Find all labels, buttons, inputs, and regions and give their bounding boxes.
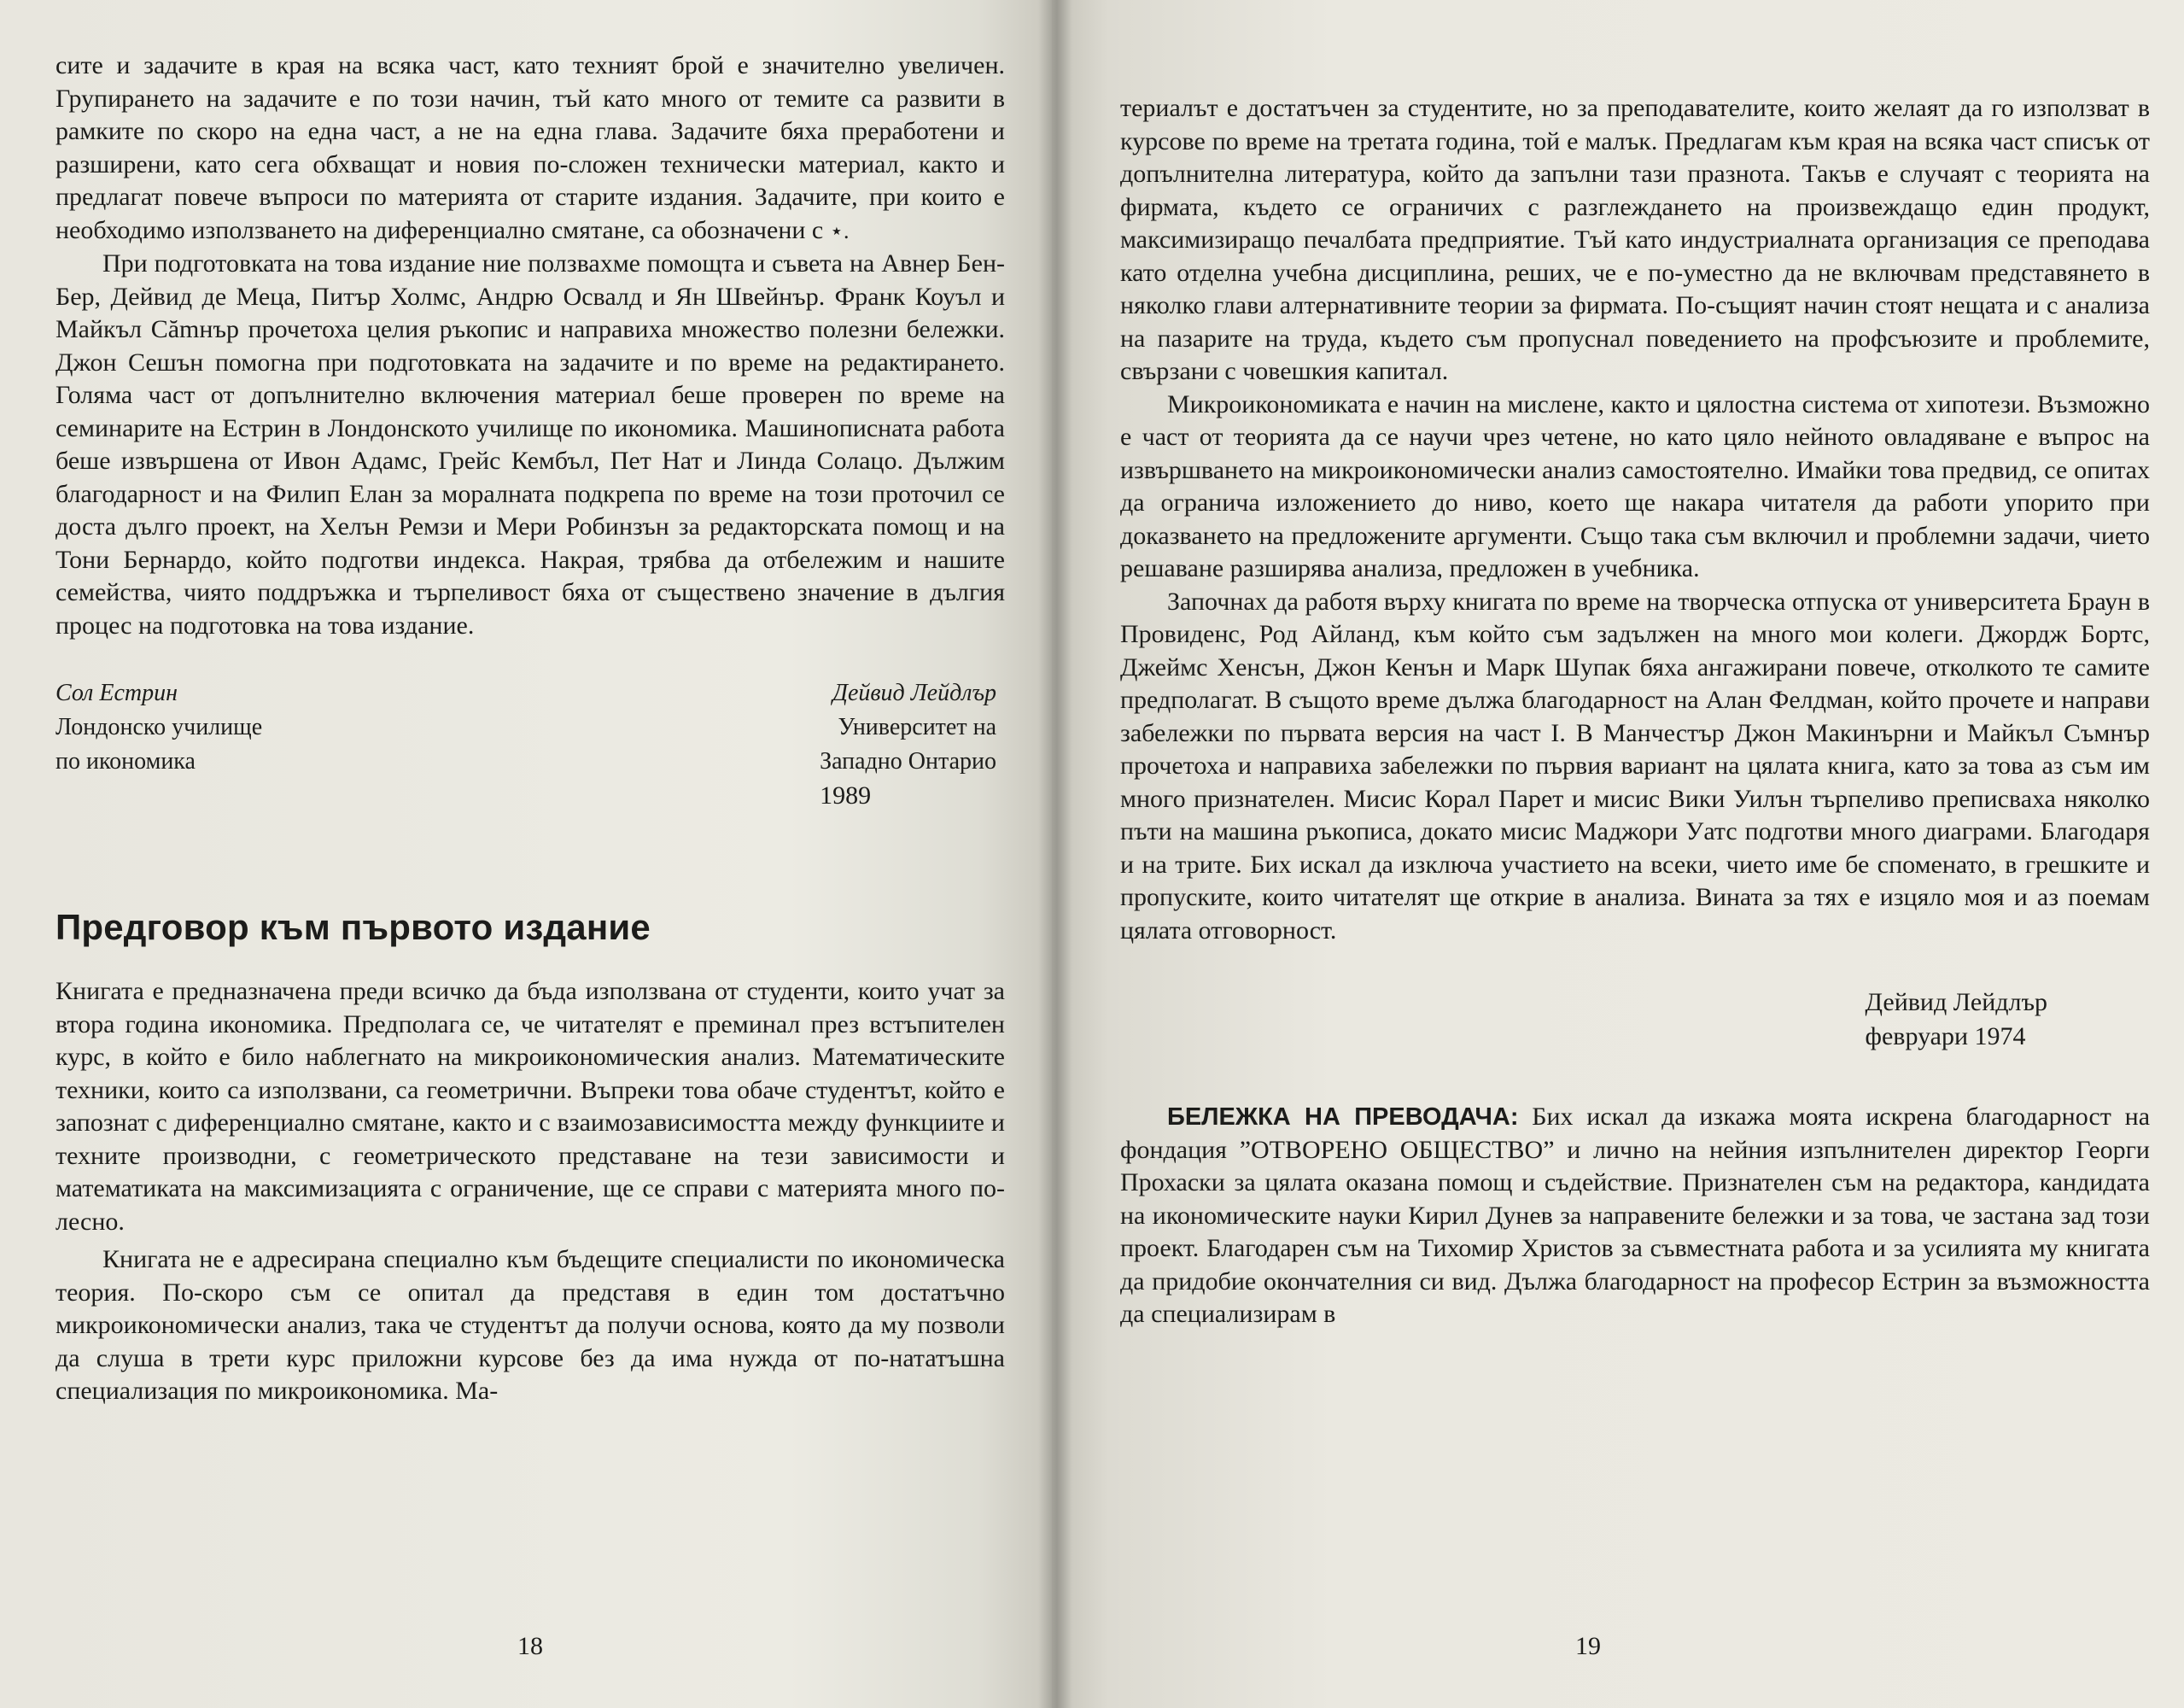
preface-paragraph: Книгата е предназначена преди всичко да бъда използвана от студенти, които учат за втора година икономика. Предполага се, че читателят е преминал през встъпителен курс, в който е било наблегнато на микроикономическия анализ. Математическите техники, които са използвани, са геометрични. Въпреки това обаче студентът, който е запознат с диференциално смятане, както и с взаимозависимостта между функциите и техните производни, с геометрическото представане на тези зависимости и математиката на максимизацията с ограничение, ще се справи с материята много по-лесно. — [55, 977, 1005, 1236]
translator-note-label: БЕЛЕЖКА НА ПРЕВОДАЧА: — [1167, 1103, 1519, 1131]
signature-affiliation-line: по икономика — [55, 748, 196, 775]
signature-name: Дейвид Лейдлър — [832, 680, 996, 706]
signature-name: Дейвид Лейдлър — [1865, 988, 2047, 1016]
left-page — [0, 0, 1052, 1708]
translator-note-text: Бих искал да изкажа моята искрена благодарност на фондация ”ОТВОРЕНО ОБЩЕСТВО” и лично на нейния изпълнителен директор Георги Прохаски за цялата оказана помощ и съдействие. Признателен съм на редактора, кандидата на икономическите науки Кирил Дунев за направените бележки и за това, че застана зад този проект. Благодарен съм на Тихомир Христов за съвместната работа и за усилията му книгата да придобие окончателния си вид. Дължа благодарност на професор Естрин за възможността да специализирам в — [1120, 1103, 2151, 1328]
paragraph-continuation: териалът е достатъчен за студентите, но за преподавателите, които желаят да го използват в курсове по време на третата година, той е малък. Предлагам към края на всяка част списък от допълнителна литература, който да запълни тази празнота. Такъв е случаят с теорията на фирмата, където се ограничих с разглеждането на произвеждащо един продукт, максимизиращо печалбата предприятие. Тъй като индустриалната организация се преподава като отделна учебна дисциплина, реших, че е по-уместно да не включвам представянето в няколко глави алтернативните теории за фирмата. По-същият начин стоят нещата и с анализа на пазарите на труда, където съм пропуснал поведението на профсъюзите и проблемите, свързани с човешкия капитал. — [1120, 94, 2150, 385]
star-icon: ⋆. — [829, 218, 850, 243]
preface-paragraph: Книгата не е адресирана специално към бъдещите специалисти по икономическа теория. По-скоро съм се опитал да представя в един том достатъчно микроикономически анализ, така че студентът да получи основа, която да му позволи да слуша в трети курс приложни курсове без да има нужда от по-нататъшна специализация по микроикономика. Ма- — [55, 1245, 1005, 1405]
paragraph-problems-text: сите и задачите в края на всяка част, като техният брой е значително увеличен. Групирането на задачите е по този начин, тъй като много от темите са развити в рамките по скоро на една част, а не на една глава. Задачите бяха преработени и разширени, като сега обхващат и новия по-сложен технически материал, както и предлагат повече въпроси по материята от старите издания. Задачите, при които е необходимо използването на диференциално смятане, са обозначени с — [55, 51, 1005, 244]
paragraph-microeconomics: Микроикономиката е начин на мислене, както и цялостна система от хипотези. Възможно е част от теорията да се научи чрез четене, но като цяло нейното овладяване е въпрос на извършването на микроикономически анализ самостоятелно. Имайки това предвид, се опитах да ограничa изложението до ниво, което ще накара читателя да работи упорито при доказването на предложените аргументи. Също така съм включил и проблемни задачи, чието решаване разширява анализа, предложен в учебника. — [1120, 389, 2151, 582]
signature-affiliation-line: Лондонско училище — [55, 714, 263, 740]
page-number: 19 — [1575, 1632, 1601, 1660]
signature-laidler — [820, 676, 996, 813]
page-number: 18 — [517, 1632, 543, 1660]
paragraph-thanks: Започнах да работя върху книгата по време на творческа отпуска от университета Браун в Провиденс, Род Айланд, към който съм задължен на много мои колеги. Джордж Бортс, Джеймс Хенсън, Джон Кенън и Марк Шупак бяха ангажирани повече, отколкото те самите предполагат. В същото време дължа благодарност на Алан Фелдман, който прочете и направи забележки по първата версия на част I. В Манчестър Джон Макинърни и Майкъл Съмнър прочетоха и направиха забележки по първия вариант на цялата книга, като за това аз съм им много признателен. Мисис Корал Парет и мисис Вики Уилън търпеливо преписваха няколко пъти на машина ръкописа, докато мисис Маджори Уатс подготви много диаграми. Благодаря и на трите. Бих искал да изключа участието на всеки, чието име бе споменато, в грешките и пропуските, които читателят ще открие в анализа. Вината за тях е изцяло моя и аз поемам цялата отговорност. — [1120, 587, 2150, 945]
signature-laidler-1974 — [1120, 986, 2047, 1054]
signature-year: 1989 — [820, 781, 872, 810]
signature-inner — [1866, 986, 2047, 1054]
paragraph-acknowledgements: При подготовката на това издание ние ползвахме помощта и съвета на Авнер Бен-Бер, Дейвид де Меца, Питър Холмс, Андрю Освалд и Ян Швейнър. Франк Коуъл и Майкъл Сămнър прочетоха целия ръкопис и направиха множество полезни бележки. Джон Сешън помогна при подготовката на задачите и по време на редактирането. Голяма част от допълнително включения материал беше проверен по време на семинарите на Естрин в Лондонското училище по икономика. Машинописната работа беше извършена от Ивон Адамс, Грейс Кембъл, Пет Нат и Линда Солацо. Дължим благодарност и на Филип Елан за моралната подкрепа по време на този проточил се доста дълго проект, на Хелън Ремзи и Мери Робинзън за редакторската помощ и на Тони Бернардо, който подготви индекса. Накрая, трябва да отбележим и нашите семейства, чиято поддръжка и търпеливост бяха от съществено значение в дългия процес на подготовка на това издание. — [55, 249, 1005, 640]
section-heading: Предговор към първото издание — [55, 907, 651, 947]
paragraph-problems — [55, 50, 1005, 248]
signature-affiliation-line: Университет на — [838, 714, 996, 740]
signature-affiliation-line: Западно Онтарио — [820, 748, 996, 775]
signature-estrin — [55, 676, 262, 813]
signature-date: февруари 1974 — [1865, 1022, 2026, 1050]
signature-name: Сол Естрин — [55, 680, 178, 706]
signatures — [55, 676, 1005, 813]
right-page — [1052, 0, 2184, 1708]
translator-note — [1120, 1101, 2150, 1331]
